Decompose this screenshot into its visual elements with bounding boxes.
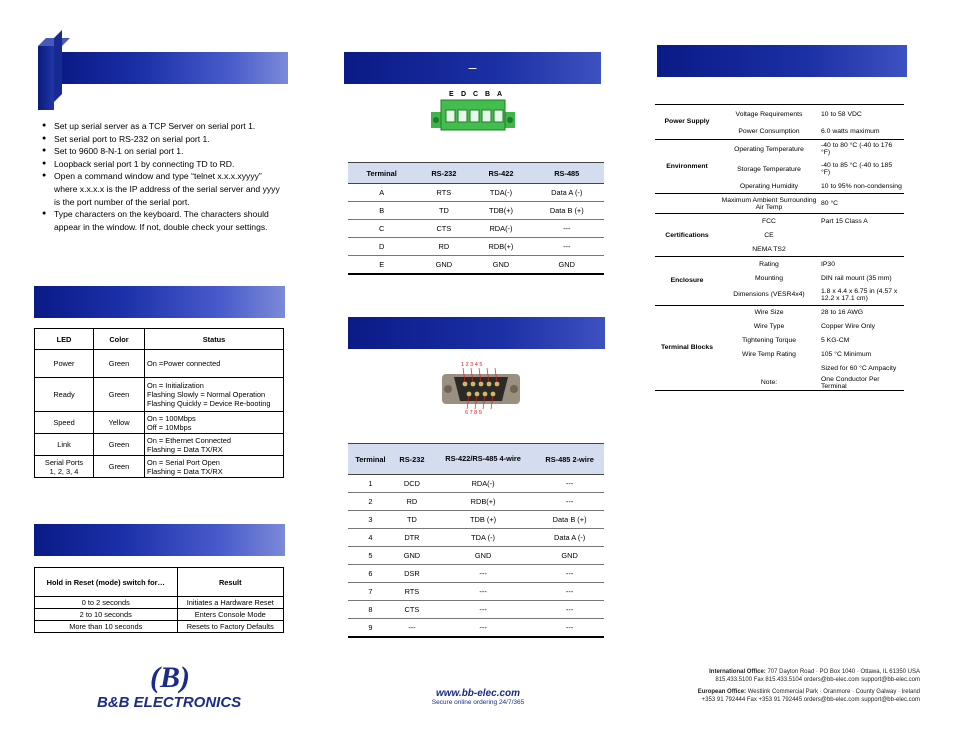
db9-pin <box>471 382 476 387</box>
led-color-cell: Green <box>94 378 145 412</box>
spec-value-cell: 10 to 58 VDC <box>819 105 904 125</box>
db9-pin <box>463 382 468 387</box>
spec-param-cell: Voltage Requirements <box>719 105 819 125</box>
led-table <box>34 328 284 478</box>
led-name-cell: Serial Ports 1, 2, 3, 4 <box>35 456 94 478</box>
led-status-cell <box>145 378 284 412</box>
spec-param-cell: FCC <box>719 214 819 229</box>
contact-block <box>690 668 920 704</box>
db9-pin <box>491 392 496 397</box>
spec-param-cell: Maximum Ambient Surrounding Air Temp <box>719 194 819 214</box>
spec-value-cell: 6.0 watts maximum <box>821 128 880 135</box>
led-color-cell: Green <box>94 434 145 456</box>
spec-value-cell: 80 °C <box>819 194 904 214</box>
table-row <box>348 238 604 256</box>
table-cell: --- <box>530 238 604 256</box>
setup-step: ● Open a command window and type “telnet x.x.x.xyyyy” where x.x.x.x is the IP address of the serial server and yyyy is the port number of the serial port. <box>42 170 282 208</box>
table-cell: GND <box>415 256 472 275</box>
table-cell: TD <box>393 511 431 529</box>
led-table-header: LED <box>35 329 94 350</box>
setup-steps-list <box>42 120 282 233</box>
spec-row <box>655 257 904 272</box>
table-cell: DTR <box>393 529 431 547</box>
led-status-cell <box>145 456 284 478</box>
terminal-table <box>348 162 604 275</box>
website-link[interactable]: www.bb-elec.com <box>435 688 521 699</box>
terminal-pin-label: C <box>473 91 479 98</box>
website-tagline: Secure online ordering 24/7/365 <box>431 699 525 706</box>
spec-value-cell: 10 to 95% non-condensing <box>821 182 902 190</box>
table-cell: TD <box>415 202 472 220</box>
bb-logo-text: B&B ELECTRONICS <box>97 694 242 711</box>
table-cell: E <box>348 256 415 275</box>
db9-pin <box>487 382 492 387</box>
table-cell: CTS <box>393 601 431 619</box>
spec-param-cell: Operating Humidity <box>739 182 799 190</box>
led-table-row <box>35 412 284 434</box>
led-status-cell <box>145 412 284 434</box>
led-name-cell: Speed <box>35 412 94 434</box>
table-cell: --- <box>393 619 431 638</box>
table-cell: RTS <box>415 184 472 202</box>
table-cell: GND <box>431 547 535 565</box>
table-cell: --- <box>535 493 604 511</box>
led-status-line: Off = 10Mbps <box>147 422 192 432</box>
table-row <box>348 184 604 202</box>
table-cell: RDA(-) <box>431 475 535 493</box>
table-cell: 7 <box>348 583 393 601</box>
led-status-line: On = 100Mbps <box>147 413 196 423</box>
led-name-cell: Link <box>35 434 94 456</box>
table-cell: 3 <box>348 511 393 529</box>
reset-table-row <box>35 621 284 633</box>
table-cell: --- <box>535 583 604 601</box>
terminal-block-banner-title: – <box>468 59 477 75</box>
spec-value-cell: One Conductor Per Terminal <box>821 375 880 390</box>
spec-param-cell: Storage Temperature <box>737 165 801 173</box>
table-cell: Data A (-) <box>535 529 604 547</box>
table-cell: A <box>348 184 415 202</box>
led-table-header: Color <box>94 329 145 350</box>
spec-group-cell: Environment <box>655 139 719 194</box>
spec-row <box>655 194 904 214</box>
reset-table-cell: 0 to 2 seconds <box>35 597 178 609</box>
table-cell: --- <box>431 601 535 619</box>
table-cell: Data B (+) <box>535 511 604 529</box>
specifications-banner <box>657 45 907 77</box>
table-cell: RTS <box>393 583 431 601</box>
spec-param-cell: CE <box>764 231 774 239</box>
db9-pin <box>495 382 500 387</box>
table-cell: GND <box>530 256 604 275</box>
led-status-line: On = Ethernet Connected <box>147 435 232 445</box>
table-row <box>348 583 604 601</box>
intl-office-label: International Office: <box>709 669 766 675</box>
table-cell: 2 <box>348 493 393 511</box>
spec-group-cell <box>655 194 719 214</box>
table-header: RS-422 <box>472 163 529 184</box>
terminal-screw-slot <box>482 110 491 122</box>
reset-table-header: Hold in Reset (mode) switch for… <box>35 568 178 597</box>
terminal-screw-slot <box>470 110 479 122</box>
table-cell: TDB (+) <box>431 511 535 529</box>
terminal-pin-label: D <box>461 91 467 98</box>
led-table-row <box>35 434 284 456</box>
table-cell: --- <box>535 619 604 638</box>
table-cell: DCD <box>393 475 431 493</box>
db9-bottom-pin-label: 6 7 8 9 <box>465 410 482 416</box>
led-status-line: Flashing = Data TX/RX <box>147 466 223 476</box>
spec-value-cell: Sized for 60 °C Ampacity <box>821 365 897 372</box>
website-block <box>420 688 536 706</box>
led-status-line: Flashing = Data TX/RX <box>147 444 223 454</box>
eu-office-address: Westlink Commercial Park · Oranmore · County Galway · Ireland <box>747 689 920 695</box>
db9-banner <box>348 317 605 349</box>
led-table-row <box>35 378 284 412</box>
spec-value-cell: DIN rail mount (35 mm) <box>821 274 892 282</box>
db9-table <box>348 443 604 638</box>
reset-table-cell: 2 to 10 seconds <box>35 609 178 621</box>
table-cell: --- <box>535 601 604 619</box>
table-cell: 6 <box>348 565 393 583</box>
spec-value-cell: 5 KG-CM <box>821 337 850 344</box>
db9-pin <box>475 392 480 397</box>
terminal-pin-label: B <box>485 91 491 98</box>
db9-top-pin-label: 1 2 3 4 5 <box>461 362 483 368</box>
table-row <box>348 220 604 238</box>
table-row <box>348 547 604 565</box>
spec-value-cell: -40 to 80 °C (-40 to 176 °F) <box>819 139 904 159</box>
led-table-row <box>35 350 284 378</box>
led-status-cell <box>145 434 284 456</box>
terminal-block-image <box>431 88 515 140</box>
table-cell: 9 <box>348 619 393 638</box>
reset-table-row <box>35 609 284 621</box>
table-cell: GND <box>535 547 604 565</box>
table-cell: Data A (-) <box>530 184 604 202</box>
table-cell: TDA(-) <box>472 184 529 202</box>
table-header: RS-485 <box>530 163 604 184</box>
db9-connector-image <box>440 360 522 418</box>
table-row <box>348 256 604 275</box>
terminal-screw-slot <box>494 110 503 122</box>
table-cell: --- <box>535 565 604 583</box>
spec-param-cell: Wire Size <box>719 305 819 320</box>
led-color-cell: Green <box>94 350 145 378</box>
table-cell: 4 <box>348 529 393 547</box>
spec-value-cell: -40 to 85 °C (-40 to 185 °F) <box>821 162 893 176</box>
db9-pin <box>483 392 488 397</box>
led-status-line: Flashing Quickly = Device Re-booting <box>147 399 271 408</box>
spec-value-cell <box>819 242 904 257</box>
spec-row <box>655 139 904 159</box>
reset-table-cell: Initiates a Hardware Reset <box>177 597 283 609</box>
table-header: Terminal <box>348 163 415 184</box>
led-banner <box>34 286 285 318</box>
led-name-cell: Ready <box>35 378 94 412</box>
spec-row <box>655 214 904 229</box>
reset-table-header: Result <box>177 568 283 597</box>
spec-param-cell: NEMA TS2 <box>752 245 786 253</box>
reset-table-row <box>35 597 284 609</box>
spec-value-cell: 28 to 16 AWG <box>819 305 904 320</box>
table-cell: D <box>348 238 415 256</box>
spec-group-cell: Certifications <box>655 214 719 257</box>
table-cell: 8 <box>348 601 393 619</box>
table-cell: GND <box>393 547 431 565</box>
led-name-cell: Power <box>35 350 94 378</box>
spec-row <box>655 305 904 320</box>
spec-param-cell: Wire Type <box>753 323 785 330</box>
terminal-pin-label: E <box>449 91 454 98</box>
spec-value-cell: 1.8 x 4.4 x 6.75 in (4.57 x 12.2 x 17.1 cm) <box>821 287 898 302</box>
setup-step: ● Type characters on the keyboard. The characters should appear in the window. If not, double check your settings. <box>42 208 282 233</box>
table-row <box>348 529 604 547</box>
table-cell: DSR <box>393 565 431 583</box>
led-status-line: Flashing Slowly = Normal Operation <box>147 390 266 399</box>
reset-table-cell: Enters Console Mode <box>177 609 283 621</box>
table-cell: 5 <box>348 547 393 565</box>
table-cell: RDB(+) <box>472 238 529 256</box>
quick-start-banner <box>62 52 288 84</box>
led-status-line: On = Serial Port Open <box>147 457 220 467</box>
table-cell: RD <box>415 238 472 256</box>
svg-text:(B): (B) <box>150 661 190 694</box>
spec-param-cell: Dimensions (VESR4x4) <box>733 291 805 299</box>
spec-param-cell: Operating Temperature <box>719 139 819 159</box>
table-cell: --- <box>431 583 535 601</box>
bb-logo <box>96 660 278 712</box>
spec-param-cell: Rating <box>719 257 819 272</box>
setup-step: ● Set up serial server as a TCP Server on serial port 1. <box>42 120 282 133</box>
led-status-cell <box>145 350 284 378</box>
spec-param-cell: Mounting <box>755 274 783 282</box>
table-cell: 1 <box>348 475 393 493</box>
reset-table <box>34 567 284 633</box>
spec-group-cell: Enclosure <box>655 257 719 306</box>
reset-table-cell: More than 10 seconds <box>35 621 178 633</box>
terminal-pin-label: A <box>497 91 503 98</box>
table-cell: GND <box>472 256 529 275</box>
led-table-row <box>35 456 284 478</box>
led-status-line: On =Power connected <box>147 359 221 368</box>
table-header: RS-422/RS-485 4-wire <box>431 444 535 475</box>
led-color-cell: Yellow <box>94 412 145 434</box>
table-row <box>348 619 604 638</box>
terminal-block-banner <box>344 52 601 84</box>
eu-office-label: European Office: <box>697 689 747 695</box>
db9-pin <box>479 382 484 387</box>
spec-group-cell: Terminal Blocks <box>655 305 719 390</box>
terminal-screw-slot <box>446 110 455 122</box>
table-cell: B <box>348 202 415 220</box>
table-cell: Data B (+) <box>530 202 604 220</box>
led-table-header: Status <box>145 329 284 350</box>
table-cell: RDA(-) <box>472 220 529 238</box>
spec-group-cell: Power Supply <box>655 105 719 140</box>
intl-office-contact: 815.433.5100 Fax 815.433.5104 orders@bb-elec.com support@bb-elec.com <box>715 677 920 683</box>
spec-row <box>655 105 904 125</box>
spec-value-cell: IP30 <box>819 257 904 272</box>
setup-step: ● Set to 9600 8-N-1 on serial port 1. <box>42 145 282 158</box>
reset-table-cell: Resets to Factory Defaults <box>177 621 283 633</box>
table-row <box>348 493 604 511</box>
setup-step: ● Set serial port to RS-232 on serial port 1. <box>42 133 282 146</box>
spec-param-cell: Tightening Torque <box>741 337 797 344</box>
reset-banner <box>34 524 285 556</box>
led-status-line: On = Initialization <box>147 381 204 390</box>
table-header: RS-485 2-wire <box>535 444 604 475</box>
table-cell: C <box>348 220 415 238</box>
table-header: RS-232 <box>393 444 431 475</box>
table-cell: --- <box>530 220 604 238</box>
eu-office-contact: +353 91 792444 Fax +353 91 792445 orders@bb-elec.com support@bb-elec.com <box>701 697 920 703</box>
terminal-screw-slot <box>458 110 467 122</box>
table-cell: RD <box>393 493 431 511</box>
table-cell: --- <box>431 619 535 638</box>
table-header: Terminal <box>348 444 393 475</box>
table-row <box>348 601 604 619</box>
table-cell: --- <box>431 565 535 583</box>
spec-param-cell <box>719 362 819 376</box>
spec-value-cell: 105 °C Minimum <box>821 351 872 358</box>
table-row <box>348 475 604 493</box>
intl-office-address: 707 Dayton Road · PO Box 1040 · Ottawa, IL 61350 USA <box>767 669 920 675</box>
table-row <box>348 511 604 529</box>
spec-param-cell: Note: <box>760 379 778 386</box>
table-cell: TDA (-) <box>431 529 535 547</box>
specifications-table <box>655 104 904 391</box>
spec-value-cell <box>819 228 904 242</box>
table-cell: --- <box>535 475 604 493</box>
spec-value-cell: Part 15 Class A <box>819 214 904 229</box>
db9-pin <box>467 392 472 397</box>
spec-param-cell: Wire Temp Rating <box>742 351 796 358</box>
led-color-cell: Green <box>94 456 145 478</box>
spec-value-cell: Copper Wire Only <box>821 323 876 330</box>
table-cell: CTS <box>415 220 472 238</box>
table-row <box>348 565 604 583</box>
table-cell: RDB(+) <box>431 493 535 511</box>
table-row <box>348 202 604 220</box>
table-header: RS-232 <box>415 163 472 184</box>
setup-step: ● Loopback serial port 1 by connecting TD to RD. <box>42 158 282 171</box>
spec-param-cell: Power Consumption <box>738 128 800 135</box>
table-cell: TDB(+) <box>472 202 529 220</box>
